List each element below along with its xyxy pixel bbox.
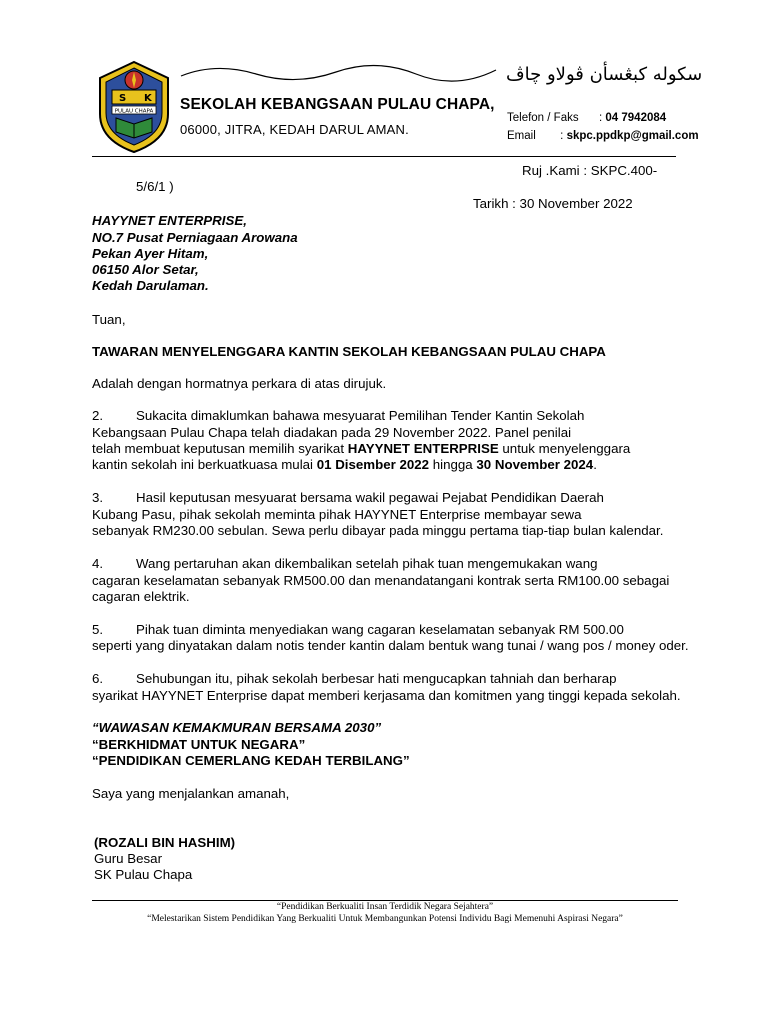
paragraph-6-text-1: Sehubungan itu, pihak sekolah berbesar hati mengucapkan tahniah dan berharap [136,671,617,686]
salutation: Tuan, [92,312,126,327]
paragraph-4-text-1: Wang pertaruhan akan dikembalikan setelah pihak tuan mengemukakan wang [136,556,598,571]
paragraph-2-line-4 [92,457,597,474]
paragraph-6-line-1 [92,671,617,688]
paragraph-3-number: 3. [92,490,104,505]
paragraph-5-number: 5. [92,622,104,637]
signatory-school: SK Pulau Chapa [94,867,193,882]
paragraph-2-number: 2. [92,408,104,423]
paragraph-6-number: 6. [92,671,104,686]
recipient-line-3: Pekan Ayer Hitam, [92,246,209,261]
recipient-line-5: Kedah Darulaman. [92,278,209,293]
phone-separator: : [599,112,603,124]
paragraph-2-line-2: Kebangsaan Pulau Chapa telah diadakan pada 29 November 2022. Panel penilai [92,425,572,440]
paragraph-3-line-1 [92,490,604,507]
letter-subject: TAWARAN MENYELENGGARA KANTIN SEKOLAH KEBANGSAAN PULAU CHAPA [92,344,606,359]
logo-banner-text: PULAU CHAPA [114,108,154,115]
email-value: skpc.ppdkp@gmail.com [566,130,699,142]
recipient-line-4: 06150 Alor Setar, [92,262,199,277]
phone-label: Telefon / Faks [507,112,579,124]
paragraph-2-text-4e: . [593,457,597,472]
email-label: Email [507,130,536,142]
ref-line-1: Ruj .Kami : SKPC.400- [522,163,658,178]
motto-1: “WAWASAN KEMAKMURAN BERSAMA 2030” [92,720,382,735]
paragraph-4-line-2: cagaran keselamatan sebanyak RM500.00 dan menandatangani kontrak serta RM100.00 sebagai [92,573,670,588]
signatory-title: Guru Besar [94,851,162,866]
paragraph-5-text-1: Pihak tuan diminta menyediakan wang cagaran keselamatan sebanyak RM 500.00 [136,622,624,637]
paragraph-4-line-3: cagaran elektrik. [92,589,190,604]
paragraph-2-text-3c: untuk menyelenggara [498,441,631,456]
paragraph-3-line-3: sebanyak RM230.00 sebulan. Sewa perlu dibayar pada minggu pertama tiap-tiap bulan kalendar. [92,523,664,538]
email-line [507,130,699,142]
start-date-bold: 01 Disember 2022 [316,457,430,472]
paragraph-5-line-2: seperti yang dinyatakan dalam notis tender kantin dalam bentuk wang tunai / wang pos / money oder. [92,638,689,653]
paragraph-2-text-1: Sukacita dimaklumkan bahawa mesyuarat Pemilihan Tender Kantin Sekolah [136,408,585,423]
logo-letter-k: K [144,93,152,104]
signatory-name: (ROZALI BIN HASHIM) [94,835,236,850]
school-address: 06000, JITRA, KEDAH DARUL AMAN. [180,122,409,137]
email-separator: : [560,130,564,142]
paragraph-2-line-1 [92,408,584,425]
paragraph-3-text-1: Hasil keputusan mesyuarat bersama wakil pegawai Pejabat Pendidikan Daerah [136,490,604,505]
paragraph-2-text-3a: telah membuat keputusan memilih syarikat [92,441,348,456]
footer-line-2: “Melestarikan Sistem Pendidikan Yang Berkualiti Untuk Membangunkan Potensi Individu Bagi Memenuhi Aspirasi Negara” [147,914,623,924]
company-name-bold: HAYYNET ENTERPRISE [347,441,499,456]
paragraph-4-number: 4. [92,556,104,571]
jawi-calligraphy [176,58,703,88]
paragraph-2-text-4a: kantin sekolah ini berkuatkuasa mulai [92,457,317,472]
footer-divider [92,900,678,901]
recipient-line-2: NO.7 Pusat Perniagaan Arowana [92,230,298,245]
header-divider [92,156,676,157]
paragraph-4-line-1 [92,556,598,573]
paragraph-2-text-4c: hingga [429,457,477,472]
phone-value: 04 7942084 [605,112,667,124]
ref-line-2: 5/6/1 ) [136,179,174,194]
motto-2: “BERKHIDMAT UNTUK NEGARA” [92,737,306,752]
phone-line [507,112,666,124]
jawi-motto-text: سکوله کبڠسأن ڤولاو چاڤ [506,64,703,85]
end-date-bold: 30 November 2024 [476,457,594,472]
paragraph-3-line-2: Kubang Pasu, pihak sekolah meminta pihak HAYYNET Enterprise membayar sewa [92,507,582,522]
closing-line: Saya yang menjalankan amanah, [92,786,290,801]
paragraph-6-line-2: syarikat HAYYNET Enterprise dapat memberi kerjasama dan komitmen yang tinggi kepada sekolah. [92,688,681,703]
motto-3: “PENDIDIKAN CEMERLANG KEDAH TERBILANG” [92,753,410,768]
recipient-line-1: HAYYNET ENTERPRISE, [92,213,247,228]
logo-letter-s: S [119,93,127,104]
opening-line: Adalah dengan hormatnya perkara di atas dirujuk. [92,376,387,391]
paragraph-2-line-3 [92,441,630,458]
letter-date: Tarikh : 30 November 2022 [473,196,633,211]
school-logo [92,58,176,154]
footer-line-1: “Pendidikan Berkualiti Insan Terdidik Negara Sejahtera” [276,902,494,912]
school-name: SEKOLAH KEBANGSAAN PULAU CHAPA, [180,96,495,113]
paragraph-5-line-1 [92,622,624,639]
